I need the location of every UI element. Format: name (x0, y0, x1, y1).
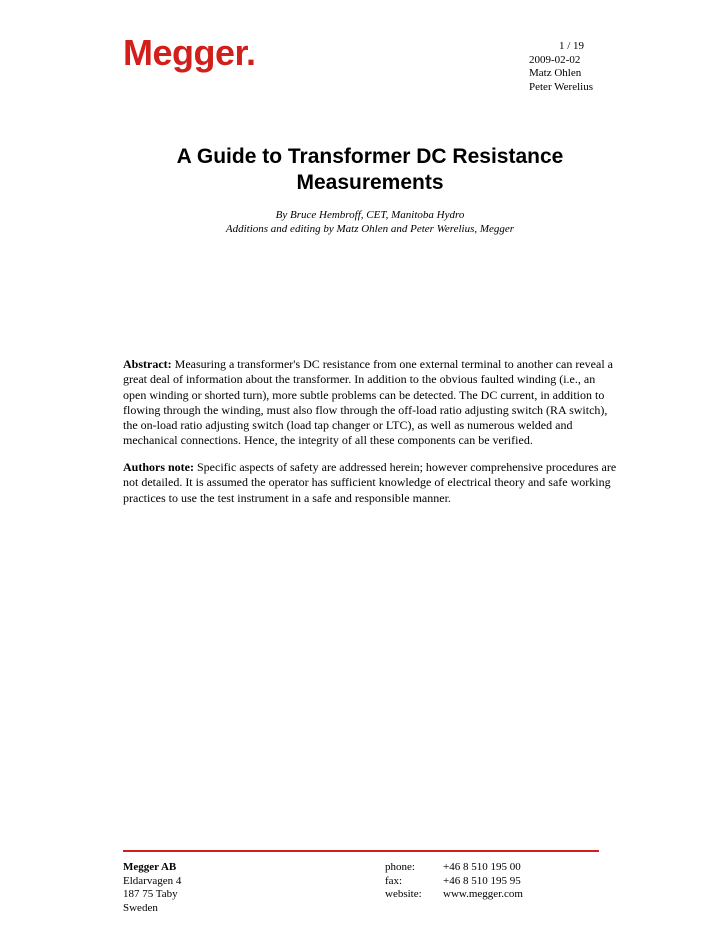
contact-phone-value: +46 8 510 195 00 (443, 861, 521, 873)
page-number: 1 / 19 (559, 40, 585, 52)
contact-website-value[interactable]: www.megger.com (443, 888, 523, 900)
footer-postcode: 187 75 Taby (123, 888, 178, 900)
byline (110, 208, 630, 236)
contact-phone (385, 861, 523, 875)
footer-divider (123, 850, 599, 852)
contact-fax (385, 875, 523, 889)
byline-author: By Bruce Hembroff, CET, Manitoba Hydro (275, 209, 465, 221)
document-date: 2009-02-02 (529, 53, 581, 66)
contact-fax-value: +46 8 510 195 95 (443, 874, 521, 887)
authors-note-text: Specific aspects of safety are addressed herein; however comprehensive procedures are not detailed. It is assumed the operator has sufficient knowledge of electrical theory and safe working practices to use the test instrument in a safe and responsible manner. (123, 460, 617, 505)
abstract-text: Measuring a transformer's DC resistance from one external terminal to another can reveal a great deal of information about the transformer. In addition to the obvious faulted winding (i.e., an open winding or shorted turn), more subtle problems can be detected. The DC current, in addition to flowing through the winding, must also flow through the off-load ratio adjusting switch (RA switch), the on-load ratio adjusting switch (load tap changer or LTC), as well as numerous welded and mechanical connections. Hence, the integrity of all these components can be verified. (123, 357, 613, 448)
footer-company: Megger AB (123, 861, 177, 873)
meta-author-2: Peter Werelius (529, 80, 593, 93)
abstract-paragraph (123, 357, 618, 449)
footer-address (123, 861, 181, 915)
abstract-label: Abstract: (123, 357, 172, 371)
title-line-2: Measurements (296, 171, 444, 194)
document-meta (529, 40, 593, 94)
title-line-1: A Guide to Transformer DC Resistance (176, 145, 564, 168)
footer-contacts (385, 861, 523, 902)
contact-website-label: website: (385, 888, 422, 900)
byline-editors: Additions and editing by Matz Ohlen and Peter Werelius, Megger (225, 223, 515, 235)
document-title (110, 144, 630, 196)
logo-text: Megger (123, 32, 247, 73)
contact-fax-label: fax: (385, 874, 403, 887)
meta-author-1: Matz Ohlen (529, 67, 582, 79)
footer-street: Eldarvagen 4 (123, 874, 182, 887)
contact-phone-label: phone: (385, 861, 415, 873)
authors-note-label: Authors note: (123, 460, 194, 474)
authors-note-paragraph (123, 460, 618, 506)
contact-website (385, 888, 523, 902)
megger-logo (123, 33, 256, 73)
logo-dot: . (246, 32, 256, 73)
footer-country: Sweden (123, 901, 158, 914)
